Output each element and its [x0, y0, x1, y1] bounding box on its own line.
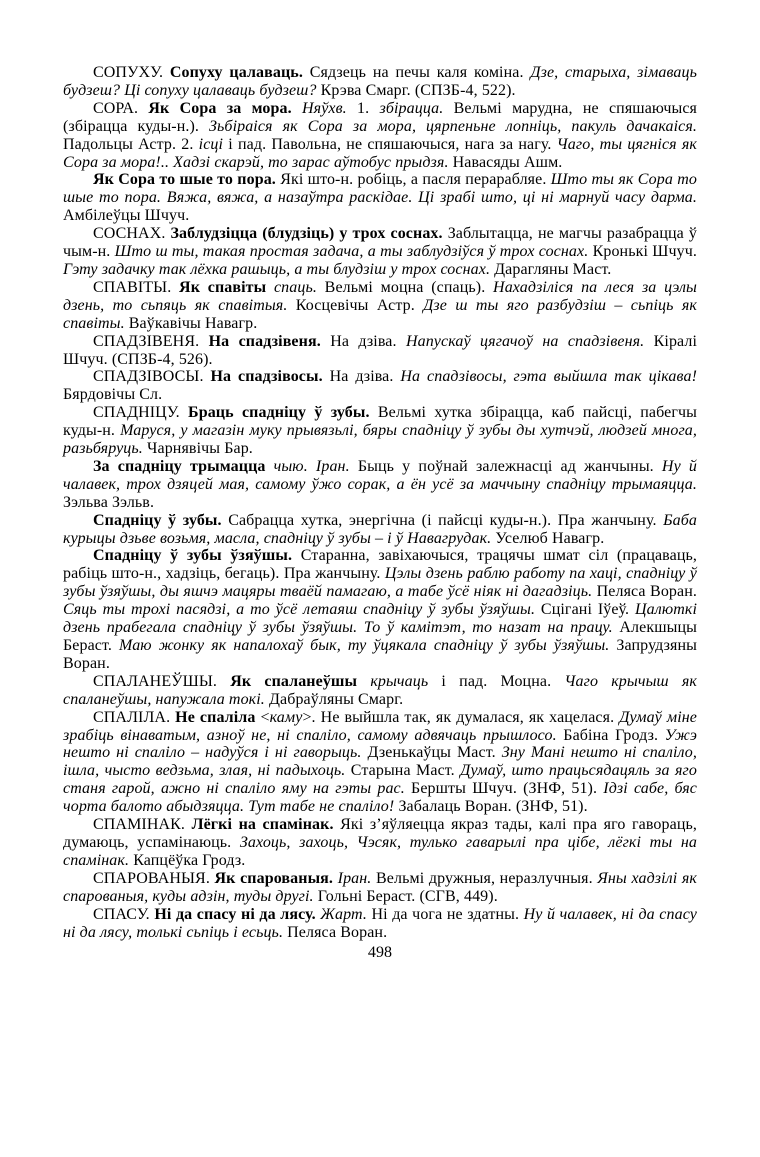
- text-run: крычаць: [370, 672, 429, 690]
- text-run: Спадніцу ў зубы ўзяўшы.: [93, 547, 301, 565]
- text-run: Цалюткі дзень прабегала спадніцу ў зубы ўзяўшы. То ў камітэт, то назат на працу.: [63, 601, 697, 637]
- dictionary-entry: [63, 225, 697, 279]
- text-run: Які з’яўляецца якраз тады, калі пра яго гавораць, думаюць, успамінаюць.: [63, 816, 697, 851]
- text-run: Спадніцу ў зубы.: [93, 511, 229, 529]
- dictionary-entry: [63, 100, 697, 172]
- text-run: Ні да чога не здатны.: [366, 905, 524, 923]
- text-run: Маруся, у магазін муку прывязьлі, бяры спадніцу ў зубы ды хутчэй, людзей многа, разьбяруць.: [63, 422, 697, 458]
- text-run: Забалаць Воран. (ЗНФ, 51).: [394, 798, 588, 816]
- dictionary-entry: [63, 333, 697, 369]
- text-run: Як Сора за мора.: [148, 99, 302, 117]
- text-run: Косцевічы Астр.: [287, 296, 424, 314]
- text-run: Цэлы дзень раблю работу па хаці, спадніцу ў зубы ўзяўшы, ды яшчэ мацяры тваёй памагаю, а табе ўсё ніяк ні дагадзіць.: [63, 565, 697, 601]
- dictionary-entry: [63, 404, 697, 458]
- text-run: Яны хадзілі як спарованыя, куды адзін, туды другі.: [63, 869, 697, 905]
- text-run: Браць спадніцу ў зубы.: [188, 404, 378, 422]
- page-content: [63, 64, 697, 962]
- page-number: 498: [367, 944, 393, 962]
- text-run: Ваўкавічы Навагр.: [124, 314, 258, 332]
- text-run: Ну й чалавек, трох дзяцей мая, самому ўжо сорак, а ён усё за маччыну спадніцу трымаяцца.: [63, 457, 698, 493]
- text-run: На дзіва.: [330, 332, 406, 350]
- text-run: Вельмі хутка збірацца, каб пайсці, пабегчы куды-н.: [63, 404, 697, 440]
- text-run: Напускаў цягачоў на спадзівеня.: [405, 332, 645, 350]
- text-run: чыю. Іран.: [273, 457, 350, 475]
- text-run: Зну Мані нешто ні спаліло, ішла, чысто ведзьма, злая, ні падыхоць.: [63, 744, 697, 780]
- text-run: На спадзівосы.: [210, 368, 330, 386]
- dictionary-entry: [63, 906, 697, 942]
- text-run: спаць.: [273, 278, 317, 296]
- text-run: Крэва Смарг. (СПЗБ-4, 522).: [316, 81, 516, 99]
- text-run: 1.: [346, 99, 380, 117]
- text-run: Што ты як Сора то шые то пора. Вяжа, вяжа, а назаўтра раскідае. Ці зрабі што, ці ні марнуй часу дарма.: [63, 171, 697, 207]
- text-run: Чаго крычыш як спаланеўшы, напужала токі.: [63, 672, 697, 708]
- text-run: <: [260, 708, 270, 726]
- text-run: Навасяды Ашм.: [448, 153, 563, 171]
- dictionary-entry: [63, 368, 697, 404]
- text-run: Бярдовічы Сл.: [63, 386, 163, 404]
- text-run: Бершты Шчуч. (ЗНФ, 51).: [404, 780, 604, 798]
- text-run: Што ш ты, такая простая задача, а ты заблудзіўся ў трох соснах.: [114, 243, 589, 261]
- text-run: СОСНАХ.: [93, 225, 171, 243]
- text-run: Запрудзяны Воран.: [63, 637, 697, 672]
- text-run: Заблытацца, не магчы разабрацца ў чым-н.: [63, 225, 697, 261]
- dictionary-entry: [63, 547, 697, 672]
- text-run: На спадзівосы, гэта выйшла так цікава!: [400, 368, 697, 386]
- dictionary-entry: [63, 870, 697, 906]
- text-run: Бабіна Гродз.: [556, 726, 665, 744]
- text-run: СПАДНІЦУ.: [93, 404, 189, 422]
- text-run: Уселюб Навагр.: [491, 529, 605, 547]
- text-run: Няўхв.: [302, 99, 347, 117]
- text-run: СПАДЗІВЕНЯ.: [93, 332, 209, 350]
- text-run: Быць у поўнай залежнасці ад жанчыны.: [349, 457, 662, 475]
- text-run: Сопуху цалаваць.: [169, 64, 303, 81]
- text-run: Вельмі моцна (спаць).: [316, 278, 494, 296]
- dictionary-entry: [63, 458, 697, 512]
- text-run: Гольні Бераст. (СГВ, 449).: [313, 887, 498, 905]
- text-run: Старанна, завіхаючыся, трацячы шмат сіл (працаваць, рабіць што-н., хадзіць, бегаць). Пра жанчыну.: [63, 547, 697, 583]
- text-run: СПАРОВАНЫЯ.: [93, 869, 215, 887]
- text-run: СПАМІНАК.: [93, 816, 192, 834]
- text-run: Захоць, захоць, Чэсяк, тулько гаварылі пра цібе, лёгкі ты на спамінак.: [63, 833, 698, 869]
- text-run: Зьбіраіся як Сора за мора, цярпеньне лопніць, пакуль дачакаіся.: [209, 117, 697, 135]
- text-run: Як Сора то шые то пора.: [93, 171, 281, 189]
- text-run: Алекшыцы Бераст.: [63, 619, 697, 654]
- dictionary-entry: [63, 816, 697, 870]
- text-run: Як спавіты: [179, 278, 274, 296]
- text-run: СПАСУ.: [93, 905, 155, 923]
- dictionary-entry: [63, 512, 697, 548]
- text-run: За спадніцу трымацца: [93, 457, 274, 475]
- text-run: Нахадзіліся па леся за цэлы дзень, то сьпяць як спавітыя.: [63, 278, 697, 314]
- text-run: Ідзі сабе, бяс чорта балото абыдзяцца. Тут табе не спаліло!: [63, 780, 697, 816]
- text-run: Дабраўляны Смарг.: [264, 690, 404, 708]
- text-run: Жарт.: [320, 905, 367, 923]
- text-run: Як спарованыя.: [214, 869, 338, 887]
- text-run: Зэльва Зэльв.: [63, 493, 155, 511]
- text-run: каму: [269, 708, 303, 726]
- text-run: Дзе, старыха, зімаваць будзеш? Ці сопуху цалаваць будзеш?: [63, 64, 697, 99]
- dictionary-entry: [63, 673, 697, 709]
- text-run: Думаў міне зрабіць вінаватым, азноў не, ні спаліло, самому адвячаць прышлосо.: [63, 708, 697, 744]
- text-run: збірацца.: [379, 99, 444, 117]
- text-run: СПАЛІЛА.: [93, 708, 176, 726]
- text-run: Пеляса Воран.: [283, 923, 388, 941]
- text-run: Які што-н. робіць, а пасля перарабляе.: [280, 171, 551, 189]
- text-run: Вельмі марудна, не спяшаючыся (збірацца куды-н.).: [63, 99, 698, 135]
- text-run: Сядзець на печы каля коміна.: [302, 64, 531, 81]
- dictionary-entry: [63, 171, 697, 225]
- text-run: Чаго, ты цягніся як Сора за мора!.. Хадзі скарэй, то зарас аўтобус прыдзя.: [63, 135, 697, 171]
- text-run: ісці: [198, 135, 224, 153]
- dictionary-entry: [63, 279, 697, 333]
- text-run: Заблудзіцца (блудзіць) у трох соснах.: [170, 225, 448, 243]
- text-run: Сцігані Іўеў.: [535, 601, 635, 619]
- text-run: Старына Маст.: [345, 762, 461, 780]
- text-run: Сабрацца хутка, энергічна (і пайсці куды-н.). Пра жанчыну.: [228, 511, 664, 529]
- dictionary-entry: [63, 64, 697, 100]
- text-run: Ну й чалавек, ні да спасу ні да лясу, толькі сьпіць і есьць.: [63, 905, 697, 941]
- text-run: СОПУХУ.: [93, 64, 170, 81]
- text-run: Іран.: [337, 869, 372, 887]
- text-run: Гэту задачку так лёхка рашыць, а ты блудзіш у трох соснах.: [63, 260, 491, 278]
- text-run: Кронькі Шчуч.: [588, 243, 697, 261]
- text-run: СПАДЗІВОСЫ.: [93, 368, 211, 386]
- text-run: На спадзівеня.: [208, 332, 331, 350]
- text-run: Маю жонку як напалохаў бык, ту ўцякала спадніцу ў зубы ўзяўшы.: [119, 637, 610, 654]
- text-run: і пад. Павольна, не спяшаючыся, нага за нагу.: [223, 135, 557, 153]
- text-run: Кіралі Шчуч. (СПЗБ-4, 526).: [63, 332, 698, 368]
- text-run: Дзенькаўцы Маст.: [361, 744, 502, 762]
- text-run: Вельмі дружныя, неразлучныя.: [371, 869, 598, 887]
- text-run: Капцёўка Гродз.: [129, 851, 246, 869]
- text-run: Дарагляны Маст.: [490, 260, 612, 278]
- text-run: СОРА.: [93, 99, 149, 117]
- text-run: Думаў, што працьсядацяль за яго станя гарой, ажно ні спаліло яму на гэты рас.: [63, 762, 697, 798]
- text-run: Амбілеўцы Шчуч.: [63, 207, 190, 225]
- text-run: і пад. Моцна.: [428, 672, 565, 690]
- text-run: Сяць ты трохі пасядзі, а то ўсё летаяш спадніцу ў зубы ўзяўшы.: [63, 601, 536, 619]
- text-run: СПАВІТЫ.: [93, 278, 180, 296]
- text-run: Дзе ш ты яго разбудзіш – сьпіць як спавіты.: [63, 296, 697, 332]
- text-run: Не спаліла: [175, 708, 261, 726]
- text-run: СПАЛАНЕЎШЫ.: [93, 672, 231, 690]
- dictionary-entry: [63, 709, 697, 816]
- text-run: Падольцы Астр. 2.: [63, 135, 199, 153]
- text-run: Пеляса Воран.: [592, 583, 697, 601]
- text-run: Ні да спасу ні да лясу.: [154, 905, 321, 923]
- text-run: >. Не выйшла так, як думалася, як хацелася.: [302, 708, 620, 726]
- text-run: На дзіва.: [329, 368, 401, 386]
- text-run: Як спаланеўшы: [230, 672, 371, 690]
- text-run: Лёгкі на спамінак.: [191, 816, 341, 834]
- text-run: Ужэ нешто ні спаліло – надуўся і ні гаворыць.: [63, 726, 697, 762]
- text-run: Чарнявічы Бар.: [142, 440, 253, 458]
- text-run: Баба курыцы дзьве возьмя, масла, спадніцу ў зубы – і ў Навагрудак.: [63, 511, 697, 547]
